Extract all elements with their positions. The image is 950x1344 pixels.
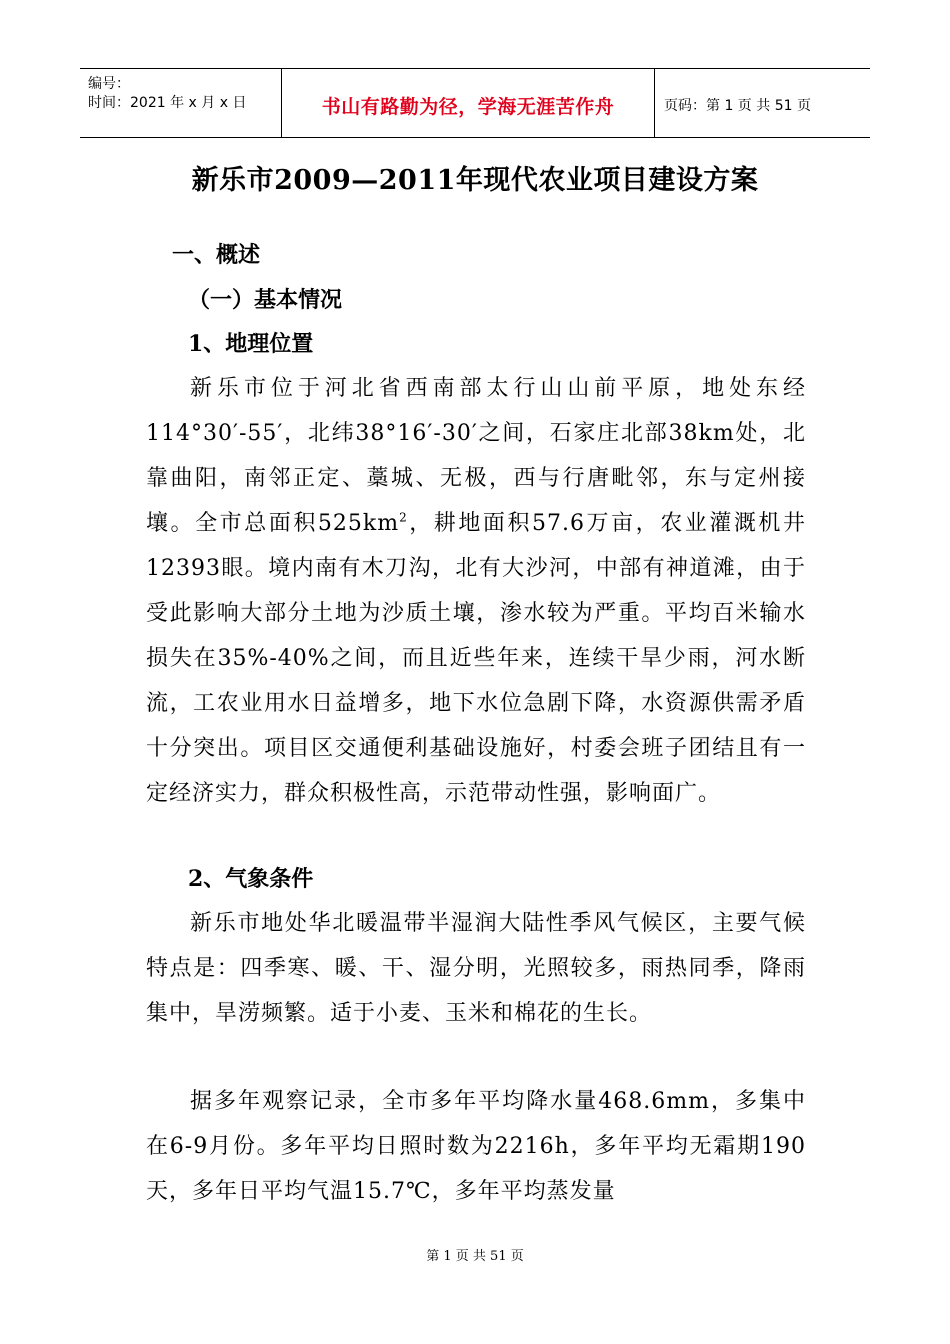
page-footer: 第 1 页 共 51 页 <box>426 1249 524 1264</box>
header-table <box>80 68 870 138</box>
header-motto: 书山有路勤为径，学海无涯苦作舟 <box>321 96 615 118</box>
item-heading-climate: 2、气象条件 <box>188 866 314 892</box>
document-number-label: 编号： <box>88 76 130 92</box>
paragraph-location-part-b: ，耕地面积57.6万亩，农业灌溉机井12393眼。境内南有木刀沟，北有大沙河，中部有神道滩，由于受此影响大部分土地为沙质土壤，渗水较为严重。平均百米输水损失在35%-40%之间，而且近些年来，连续干旱少雨，河水断流，工农业用水日益增多，地下水位急剧下降，水资源供需矛盾十分突出。项目区交通便利基础设施好，村委会班子团结且有一定经济实力，群众积极性高，示范带动性强，影响面广。 <box>146 511 806 806</box>
paragraph-climate-1: 新乐市地处华北暖温带半湿润大陆性季风气候区，主要气候特点是：四季寒、暖、干、湿分明，光照较多，雨热同季，降雨集中，旱涝频繁。适于小麦、玉米和棉花的生长。 <box>146 911 806 1026</box>
subsection-heading-basic-info: （一）基本情况 <box>188 287 343 313</box>
paragraph-location-part-a: 新乐市位于河北省西南部太行山山前平原，地处东经114°30′-55′，北纬38°16′-30′之间，石家庄北部38km处，北靠曲阳，南邻正定、藁城、无极，西与行唐毗邻，东与定州接壤。全市总面积525km <box>146 376 806 536</box>
header-left-cell <box>80 69 281 137</box>
paragraph-climate-2: 据多年观察记录，全市多年平均降水量468.6mm，多集中在6-9月份。多年平均日照时数为2216h，多年平均无霜期190天，多年日平均气温15.7℃，多年平均蒸发量 <box>146 1089 806 1204</box>
document-title: 新乐市2009—2011年现代农业项目建设方案 <box>191 165 759 196</box>
header-page-info: 页码：第 1 页 共 51 页 <box>664 98 811 114</box>
paragraph-location <box>146 366 806 816</box>
header-motto-cell <box>281 69 655 137</box>
document-date-label: 时间：2021 年 x 月 x 日 <box>88 95 247 111</box>
item-heading-location: 1、地理位置 <box>188 331 314 357</box>
header-right-cell <box>654 69 870 137</box>
section-heading-overview: 一、概述 <box>172 242 261 268</box>
superscript-squared: 2 <box>399 510 408 525</box>
